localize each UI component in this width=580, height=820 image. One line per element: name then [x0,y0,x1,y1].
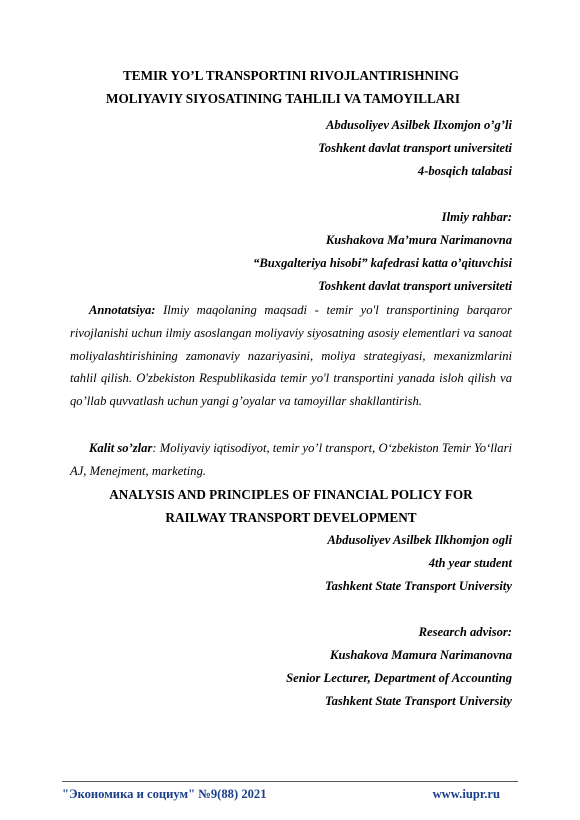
uz-advisor-name: Kushakova Ma’mura Narimanovna [325,233,512,247]
en-author-university: Tashkent State Transport University [325,579,512,593]
footer-website-link[interactable]: www.iupr.ru [432,787,500,801]
en-author-status: 4th year student [428,556,512,570]
abstract-text: Ilmiy maqolaning maqsadi - temir yo'l transportining barqaror rivojlanishi uchun ilmiy asoslangan moliyaviy siyosatning asosiy elementlari va sanoat moliyalashtirishining zamonaviy nazariyasini, moliya strategiyasi, mexanizmlarini tahlil qilish. O'zbekiston Respublikasida temir yo'l transportini yanada isloh qilish va qo’llab quvvatlash uchun yangi g’oyalar va tamoyillar shakllantirish. [70,303,512,409]
abstract-paragraph: Annotatsiya: Ilmiy maqolaning maqsadi - temir yo'l transportining barqaror rivojlanishi uchun ilmiy asoslangan moliyaviy siyosatning asosiy elementlari va sanoat moliyalashtirishining zamonaviy nazariyasini, moliya strategiyasi, mexanizmlarini tahlil qilish. O'zbekiston Respublikasida temir yo'l transportini yanada isloh qilish va qo’llab quvvatlash uchun yangi g’oyalar va tamoyillar shakllantirish. [70,303,512,409]
paper-page [70,0,512,820]
footer-journal: "Экономика и социум" №9(88) 2021 [62,787,267,801]
uz-advisor-university: Toshkent davlat transport universiteti [318,279,512,293]
uz-advisor-label: Ilmiy rahbar: [441,210,512,224]
abstract-label: Annotatsiya [89,303,152,317]
uz-advisor-position: “Buxgalteriya hisobi” kafedrasi katta o’qituvchisi [253,256,512,270]
uz-author-status: 4-bosqich talabasi [417,164,512,178]
en-title-line-1: ANALYSIS AND PRINCIPLES OF FINANCIAL POLICY FOR [109,487,473,502]
uz-title-line-1: TEMIR YO’L TRANSPORTINI RIVOJLANTIRISHNING [123,68,459,83]
en-author-name: Abdusoliyev Asilbek Ilkhomjon ogli [327,533,512,547]
en-advisor-name: Kushakova Mamura Narimanovna [330,648,512,662]
footer-divider [62,781,518,782]
en-advisor-label: Research advisor: [418,625,512,639]
uz-author-name: Abdusoliyev Asilbek Ilxomjon o’g’li [326,118,512,132]
keywords-label: Kalit so’zlar [89,441,153,455]
en-advisor-position: Senior Lecturer, Department of Accounting [286,671,512,685]
uz-title-line-2: MOLIYAVIY SIYOSATINING TAHLILI VA TAMOYILLARI [106,91,460,106]
uz-author-university: Toshkent davlat transport universiteti [318,141,512,155]
en-title-line-2: RAILWAY TRANSPORT DEVELOPMENT [165,510,417,525]
keywords-paragraph: Kalit so’zlar: Moliyaviy iqtisodiyot, temir yo’l transport, O‘zbekiston Temir Yo‘llari AJ, Menejment, marketing. [70,441,512,478]
en-advisor-university: Tashkent State Transport University [325,694,512,708]
keywords-text: Moliyaviy iqtisodiyot, temir yo’l transport, O‘zbekiston Temir Yo‘llari AJ, Menejment, marketing. [70,441,512,478]
